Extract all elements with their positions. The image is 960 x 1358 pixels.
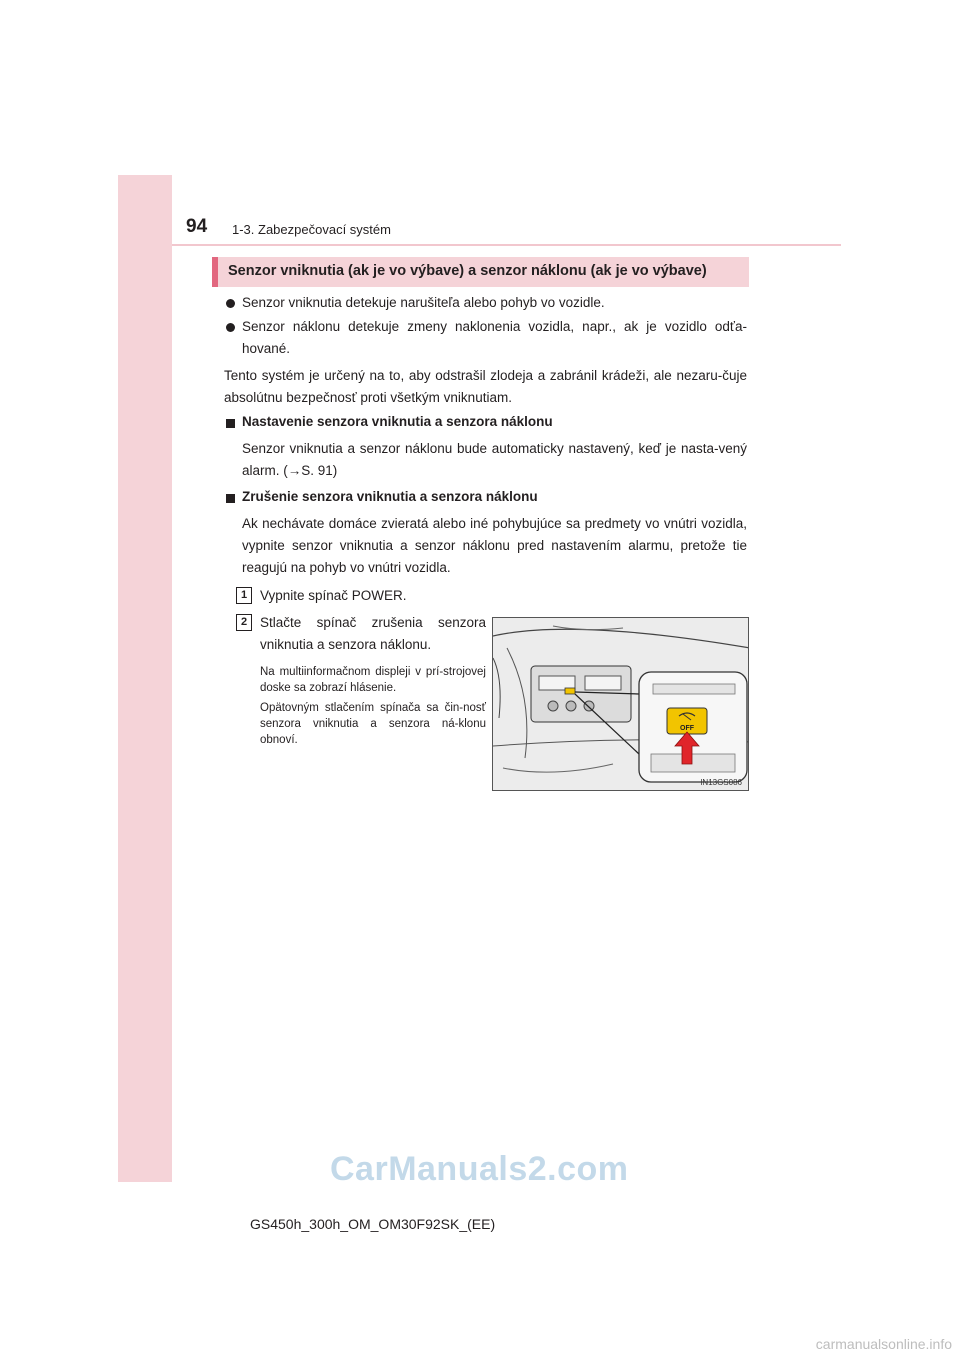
- square-bullet-icon: [226, 419, 235, 428]
- section-title: Senzor vniknutia (ak je vo výbave) a senzor náklonu (ak je vo výbave): [228, 263, 707, 279]
- document-id: GS450h_300h_OM_OM30F92SK_(EE): [250, 1216, 496, 1232]
- bullet-text: Senzor vniknutia detekuje narušiteľa alebo pohyb vo vozidle.: [242, 295, 605, 310]
- page-sidebar: [118, 175, 172, 1182]
- note-text: Na multiinformačnom displeji v prí-strojovej doske sa zobrazí hlásenie.: [260, 666, 486, 694]
- step-number-box: 2: [236, 614, 252, 631]
- running-head: 1-3. Zabezpečovací systém: [232, 222, 391, 237]
- header-rule: [172, 244, 841, 246]
- step-number-box: 1: [236, 587, 252, 604]
- intro-paragraph: Tento systém je určený na to, aby odstrašil zlodeja a zabránil krádeži, ale nezaru-čuje absolútnu bezpečnosť proti všetkým vniknutiam.: [224, 368, 747, 405]
- step-text: Stlačte spínač zrušenia senzora vniknutia a senzora náklonu.: [260, 615, 486, 652]
- note-text: Opätovným stlačením spínača sa čin-nosť senzora vniknutia a senzora ná-klonu obnoví.: [260, 702, 486, 746]
- off-button-label: OFF: [680, 725, 694, 732]
- subsection-heading: Nastavenie senzora vniknutia a senzora náklonu: [242, 414, 553, 429]
- console-illustration: [493, 618, 749, 791]
- square-bullet-icon: [226, 494, 235, 503]
- figure-console-switch: [492, 617, 749, 791]
- page-number: 94: [186, 216, 208, 237]
- site-footer: carmanualsonline.info: [815, 1336, 952, 1352]
- bullet-text: Senzor náklonu detekuje zmeny naklonenia vozidla, napr., ak je vozidlo odťa-hované.: [242, 319, 747, 356]
- subsection-heading: Zrušenie senzora vniknutia a senzora náklonu: [242, 489, 538, 504]
- bullet-icon: [226, 299, 235, 308]
- watermark: CarManuals2.com: [330, 1150, 629, 1188]
- section-title-bar: [212, 257, 749, 287]
- subsection-text: Senzor vniknutia a senzor náklonu bude automaticky nastavený, keď je nasta-vený alarm. (→S. 91): [242, 441, 747, 478]
- figure-code: IN13GS086: [700, 778, 742, 787]
- subsection-text: Ak nechávate domáce zvieratá alebo iné pohybujúce sa predmety vo vnútri vozidla, vypnite senzor vniknutia a senzor náklonu pred nastavením alarmu, pretože tie reagujú na pohyb vo vnútri vozidla.: [242, 516, 747, 575]
- step-text: Vypnite spínač POWER.: [260, 588, 407, 603]
- bullet-icon: [226, 323, 235, 332]
